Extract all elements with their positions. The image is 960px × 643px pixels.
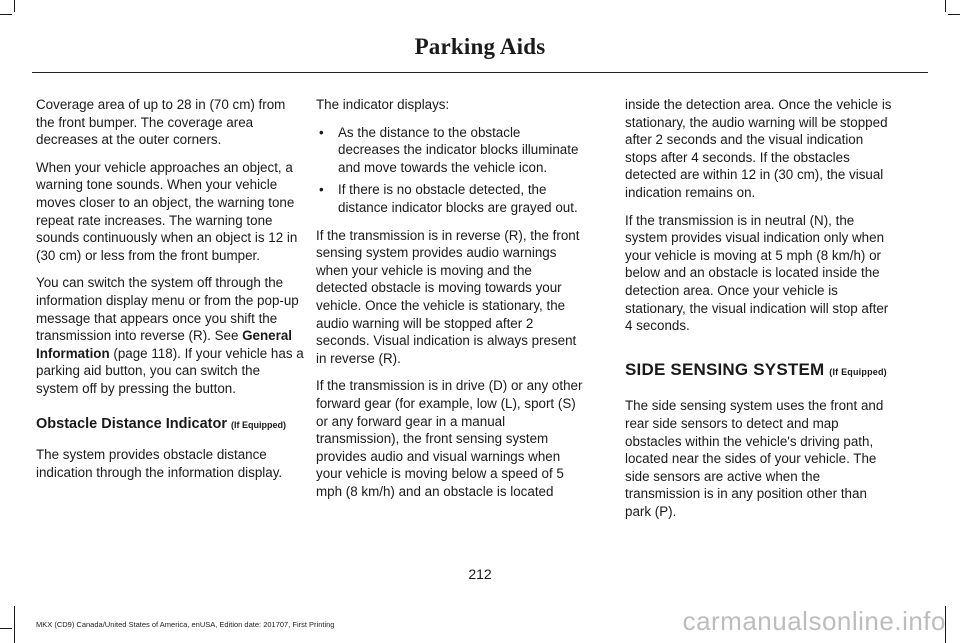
list-item-text: As the distance to the obstacle decreases the indicator blocks illuminate and move towards the vehicle icon. <box>338 124 579 175</box>
crop-mark-bottom-left-v <box>14 606 15 643</box>
column-3 <box>625 96 893 530</box>
crop-mark-top-left-h <box>0 14 12 15</box>
page-title: Parking Aids <box>414 34 546 59</box>
list-item <box>316 181 584 216</box>
general-information-link[interactable]: General Information <box>36 328 293 361</box>
switch-off-text-a: You can switch the system off through the information display menu or from the pop-up message that appears once you shift the transmission into reverse (R). See <box>36 275 299 344</box>
paragraph-coverage: Coverage area of up to 28 in (70 cm) from the front bumper. The coverage area decreases at the outer corners. <box>36 97 286 148</box>
column-2 <box>316 96 584 510</box>
watermark: carmanualsonline.info <box>682 606 946 636</box>
paragraph-drive: If the transmission is in drive (D) or any other forward gear (for example, low (L), sport (S) or any forward gear in a manual transmission), the front sensing system provides audio and visual warnings when your vehicle is moving below a speed of 5 mph (8 km/h) and an obstacle is located <box>316 378 583 499</box>
paragraph-switch-off <box>36 274 304 397</box>
crop-mark-top-left-v <box>14 0 15 12</box>
bullet-dot: • <box>319 124 324 140</box>
crop-mark-top-right-h <box>948 14 960 15</box>
bullet-dot: • <box>319 182 324 198</box>
paragraph-warning-tone: When your vehicle approaches an object, a warning tone sounds. When your vehicle moves closer to an object, the warning tone repeat rate increases. The warning tone sounds continuously when an object is 12 in (30 cm) or less from the front bumper. <box>36 159 298 263</box>
header-rule <box>32 72 928 73</box>
list-item-text: If there is no obstacle detected, the distance indicator blocks are grayed out. <box>338 182 578 215</box>
crop-mark-top-right-v <box>945 0 946 12</box>
side-sensing-heading-text: SIDE SENSING SYSTEM <box>625 359 825 379</box>
column-1 <box>36 96 304 491</box>
paragraph-neutral: If the transmission is in neutral (N), the system provides visual indication only when your vehicle is moving at 5 mph (8 km/h) or below and an obstacle is located inside the detection area. Once your vehicle is stationary, the visual indication will stop after 4 seconds. <box>625 212 889 334</box>
crop-mark-bottom-left-h <box>0 628 12 629</box>
page-number: 212 <box>468 566 492 582</box>
indicator-intro: The indicator displays: <box>316 97 450 112</box>
paragraph-reverse: If the transmission is in reverse (R), the front sensing system provides audio warnings when your vehicle is moving and the detected obstacle is moving towards your vehicle. Once the vehicle is stationary, the audio warning will be stopped after 2 seconds. Visual indication is always present in reverse (R). <box>316 227 580 366</box>
side-sensing-heading <box>625 361 893 382</box>
obstacle-distance-heading-text: Obstacle Distance Indicator <box>36 415 227 432</box>
paragraph-side-sensing: The side sensing system uses the front and rear side sensors to detect and map obstacles within the vehicle's driving path, located near the sides of your vehicle. The side sensors are active when the transmission is in any position other than park (P). <box>625 398 884 519</box>
if-equipped-note: (If Equipped) <box>829 366 887 377</box>
obstacle-distance-heading <box>36 416 304 435</box>
edition-footer: MKX (CD9) Canada/United States of America, enUSA, Edition date: 201707, First Printing <box>36 620 335 629</box>
paragraph-detection-area: inside the detection area. Once the vehicle is stationary, the audio warning will be stopped after 2 seconds and the visual indication stops after 4 seconds. If the obstacles detected are within 12 in (30 cm), the visual indication remains on. <box>625 97 892 200</box>
list-item <box>316 124 584 177</box>
paragraph-indication: The system provides obstacle distance indication through the information display. <box>36 447 283 480</box>
indicator-list <box>316 124 584 217</box>
if-equipped-note: (If Equipped) <box>231 419 287 430</box>
switch-off-text-b: (page 118). If your vehicle has a parking aid button, you can switch the system off by pressing the button. <box>36 345 304 396</box>
